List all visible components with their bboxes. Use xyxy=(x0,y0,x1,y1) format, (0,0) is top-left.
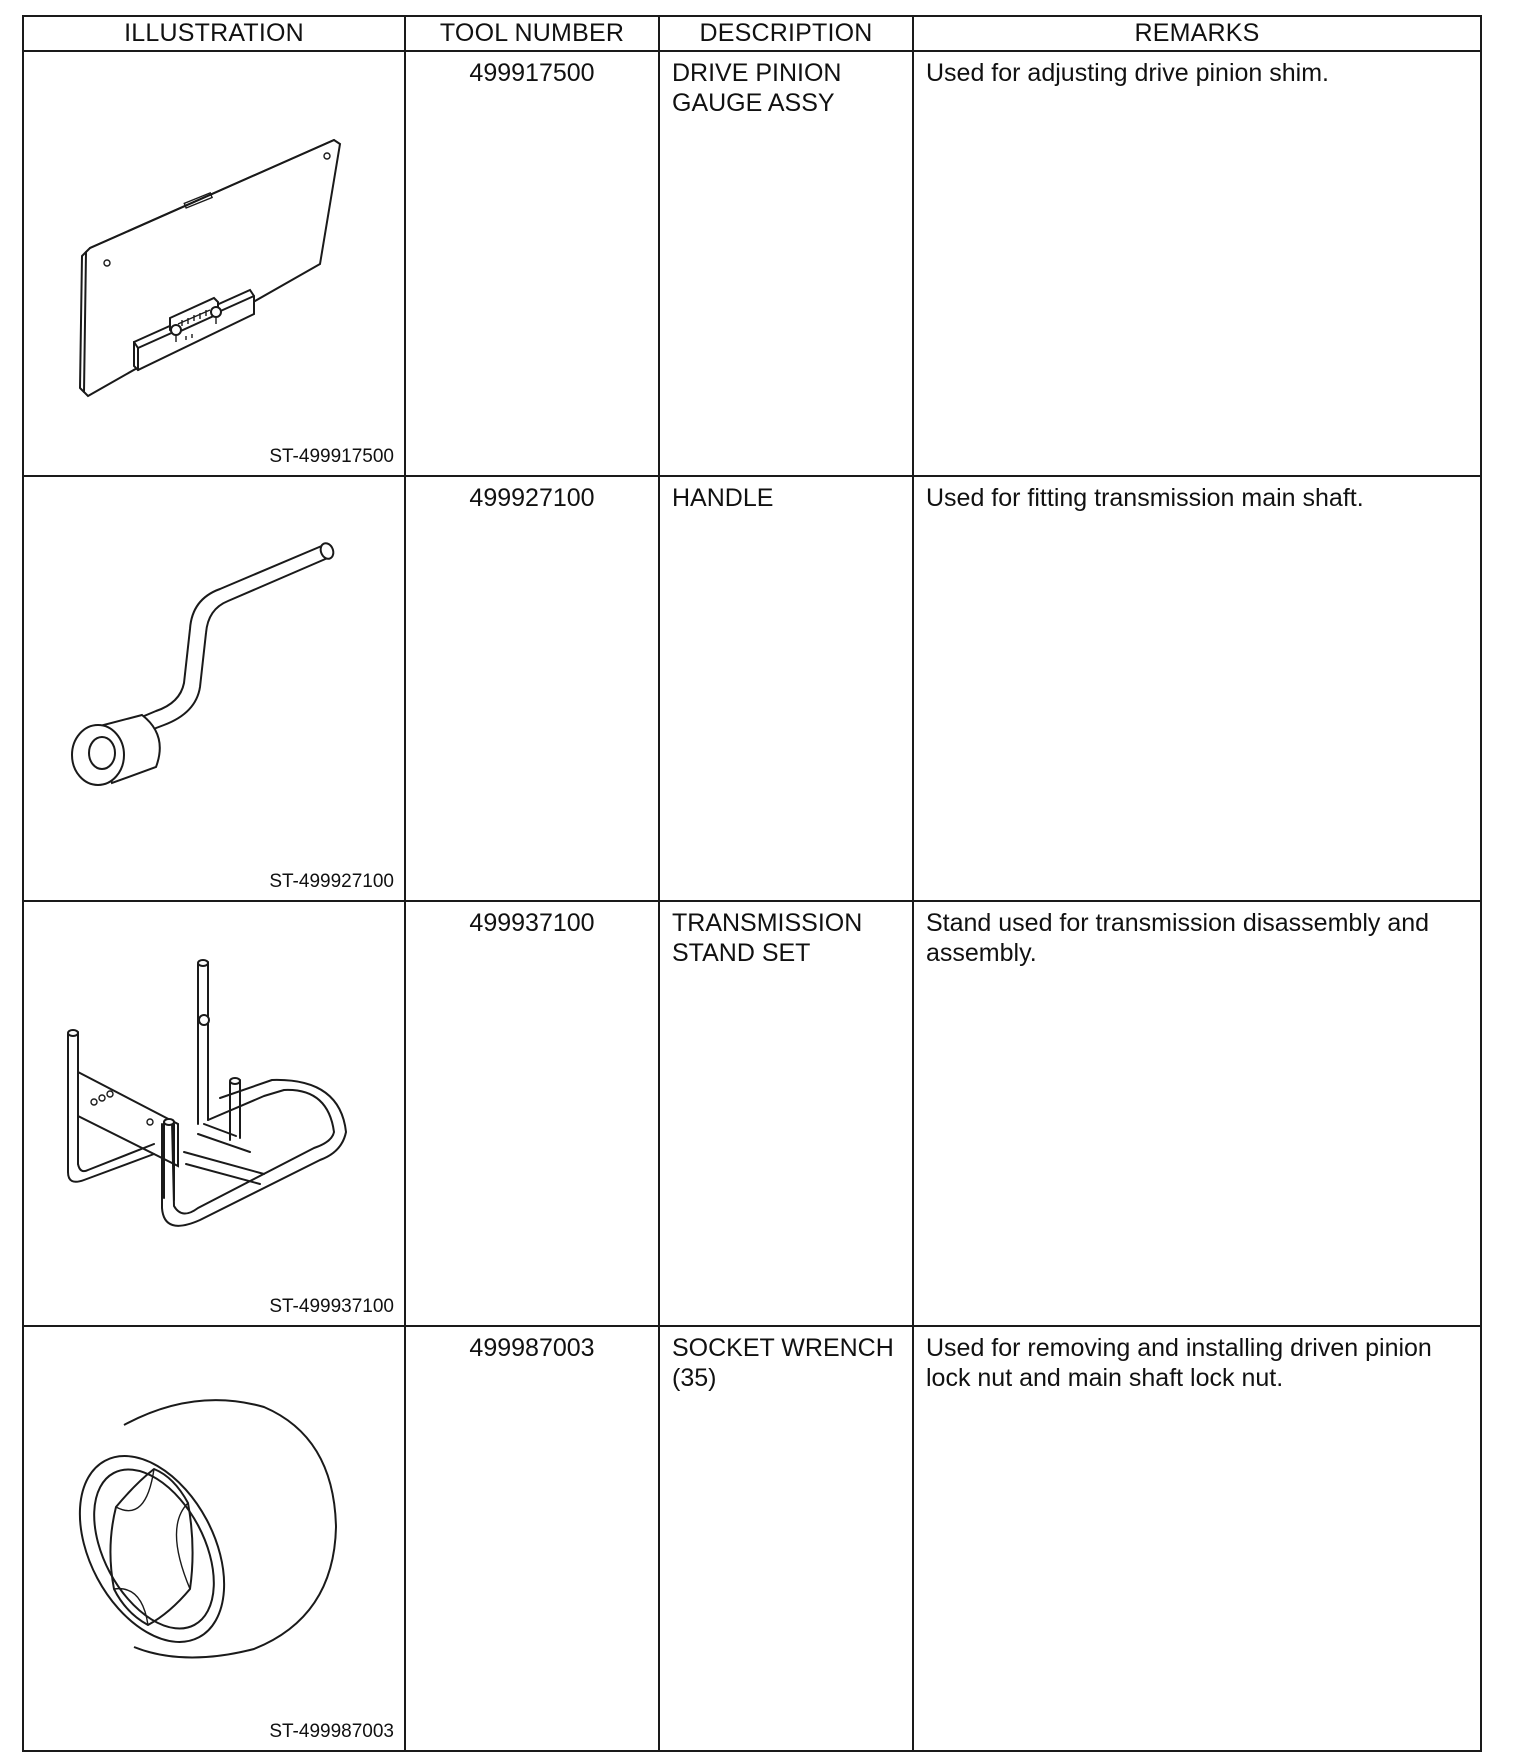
table-row xyxy=(23,476,1481,901)
illustration-code: ST-499917500 xyxy=(269,446,394,467)
remarks-line: Used for fitting transmission main shaft. xyxy=(926,484,1364,512)
description-cell xyxy=(659,51,913,476)
remarks-line: assembly. xyxy=(926,939,1037,967)
transmission-stand-illustration xyxy=(24,902,404,1282)
description-cell xyxy=(659,1326,913,1751)
description-line: HANDLE xyxy=(672,484,774,512)
illustration-cell xyxy=(23,1326,405,1751)
table-row xyxy=(23,1326,1481,1751)
remarks-cell xyxy=(913,901,1481,1326)
description-line: GAUGE ASSY xyxy=(672,89,835,117)
tool-number-cell: 499987003 xyxy=(405,1326,659,1751)
description-cell xyxy=(659,476,913,901)
remarks-cell xyxy=(913,1326,1481,1751)
tool-number-cell: 499917500 xyxy=(405,51,659,476)
table-row xyxy=(23,901,1481,1326)
remarks-line: Used for removing and installing driven pinion xyxy=(926,1334,1432,1362)
illustration-cell xyxy=(23,51,405,476)
description-line: (35) xyxy=(672,1364,717,1392)
special-tools-table xyxy=(22,15,1482,1752)
table-header-row xyxy=(23,16,1481,51)
header-description: DESCRIPTION xyxy=(659,16,913,51)
table-row xyxy=(23,51,1481,476)
remarks-cell xyxy=(913,51,1481,476)
socket-wrench-illustration xyxy=(24,1327,404,1707)
description-cell xyxy=(659,901,913,1326)
remarks-line: Stand used for transmission disassembly and xyxy=(926,909,1430,937)
illustration-cell xyxy=(23,901,405,1326)
illustration-code: ST-499927100 xyxy=(269,871,394,892)
description-line: STAND SET xyxy=(672,939,811,967)
handle-illustration xyxy=(24,477,404,857)
header-remarks: REMARKS xyxy=(913,16,1481,51)
description-line: TRANSMISSION xyxy=(672,909,863,937)
header-tool-number: TOOL NUMBER xyxy=(405,16,659,51)
tool-number-cell: 499927100 xyxy=(405,476,659,901)
drive-pinion-gauge-illustration xyxy=(24,52,404,432)
header-illustration: ILLUSTRATION xyxy=(23,16,405,51)
remarks-line: Used for adjusting drive pinion shim. xyxy=(926,59,1329,87)
description-line: SOCKET WRENCH xyxy=(672,1334,894,1362)
remarks-cell xyxy=(913,476,1481,901)
illustration-code: ST-499937100 xyxy=(269,1296,394,1317)
tool-number-cell: 499937100 xyxy=(405,901,659,1326)
illustration-code: ST-499987003 xyxy=(269,1721,394,1742)
remarks-line: lock nut and main shaft lock nut. xyxy=(926,1364,1284,1392)
description-line: DRIVE PINION xyxy=(672,59,842,87)
illustration-cell xyxy=(23,476,405,901)
